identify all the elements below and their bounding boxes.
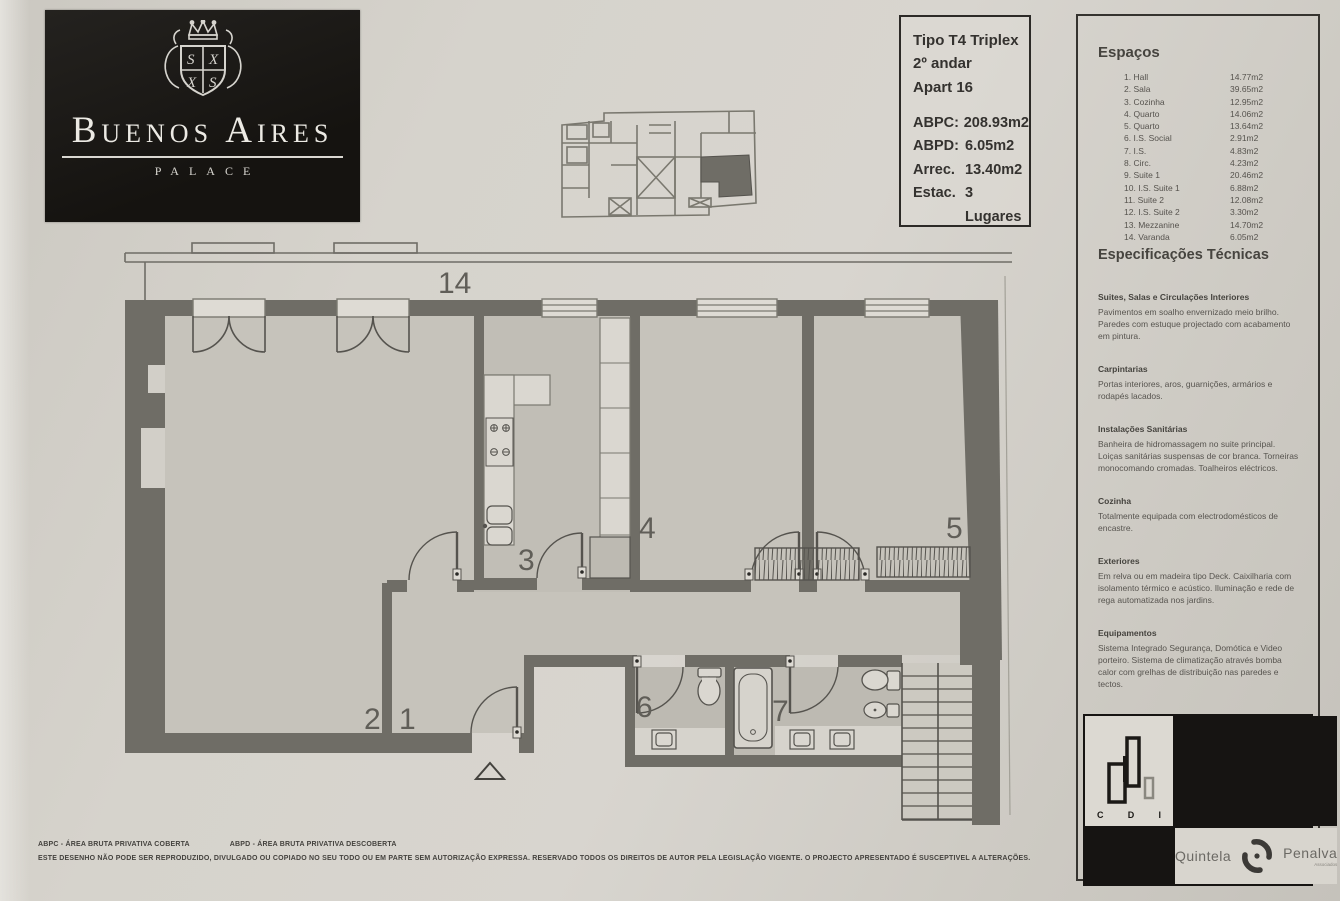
label-is7: 7	[772, 695, 789, 728]
space-name: 10. I.S. Suite 1	[1124, 182, 1180, 193]
bathtub-icon	[734, 668, 772, 748]
spec-section-body: Pavimentos em soalho envernizado meio brilho. Paredes com estuque projectado com acabamento em pintura.	[1098, 307, 1291, 341]
space-area: 12.95m2	[1230, 96, 1264, 107]
disclaimer: ESTE DESENHO NÃO PODE SER REPRODUZIDO, DIVULGADO OU COPIADO NO SEU TODO OU EM PARTE SEM AUTORIZAÇÃO EXPRESSA. RESERVADO TODOS OS DIREITOS DE AUTOR PELA LEGISLAÇÃO VIGENTE. O PROJECTO APRESENTADO É SUSCEPTIVEL A ALTERAÇÕES.	[38, 855, 1031, 862]
space-row	[1124, 231, 1276, 243]
unit-metric-row	[913, 159, 1029, 182]
black-panel-bottom	[1085, 828, 1173, 884]
space-row	[1124, 120, 1276, 132]
footnote	[38, 841, 1030, 862]
space-row	[1124, 83, 1276, 95]
spec-section-body: Sistema Integrado Segurança, Domótica e Video porteiro. Sistema de climatização através bomba calor com grelhas de distribuição nas paredes e tectos.	[1098, 643, 1283, 689]
facade-line	[1005, 276, 1010, 815]
metric-value: 13.40m2	[965, 161, 1023, 178]
metric-label: ABPC:	[913, 114, 959, 131]
spec-sections	[1098, 292, 1300, 712]
legend-abpd: ABPD - ÁREA BRUTA PRIVATIVA DESCOBERTA	[229, 841, 397, 848]
unit-metrics	[913, 112, 1029, 229]
spaces-title: Espaços	[1098, 44, 1160, 61]
spec-section	[1098, 364, 1300, 402]
spec-section-body: Totalmente equipada com electrodomésticos de encastre.	[1098, 511, 1279, 533]
space-area: 13.64m2	[1230, 121, 1264, 132]
spec-section-heading: Suites, Salas e Circulações Interiores	[1098, 292, 1250, 302]
spec-section	[1098, 628, 1300, 690]
spec-section	[1098, 496, 1300, 534]
space-area: 6.88m2	[1230, 182, 1259, 193]
agency-name-right: Penalva	[1283, 845, 1338, 861]
space-area: 20.46m2	[1230, 170, 1264, 181]
label-cozinha: 3	[518, 544, 535, 577]
space-row	[1124, 206, 1276, 218]
spec-section-heading: Carpintarias	[1098, 364, 1148, 374]
spec-section-heading: Cozinha	[1098, 496, 1132, 506]
space-row	[1124, 169, 1276, 181]
cdi-letter-d: D	[1127, 810, 1135, 820]
spaces-list	[1124, 71, 1276, 243]
crest-icon	[128, 20, 278, 112]
label-hall: 1	[399, 703, 416, 736]
cdi-letters	[1097, 810, 1161, 820]
label-is-social: 6	[636, 691, 653, 724]
space-name: 9. Suite 1	[1124, 170, 1160, 181]
specs-title: Especificações Técnicas	[1098, 247, 1269, 263]
agency-swirl-icon	[1238, 836, 1276, 876]
label-quarto5: 5	[946, 512, 963, 545]
unit-floor: 2º andar	[913, 55, 972, 73]
space-area: 2.91m2	[1230, 133, 1259, 144]
space-name: 3. Cozinha	[1124, 96, 1165, 107]
legend-abpc: ABPC - ÁREA BRUTA PRIVATIVA COBERTA	[38, 841, 190, 848]
label-sala: 2	[364, 703, 381, 736]
cdi-logo	[1085, 716, 1173, 826]
cdi-letter-c: C	[1097, 810, 1104, 820]
photo-edge-highlight	[0, 0, 30, 901]
spec-section	[1098, 556, 1300, 606]
space-area: 14.06m2	[1230, 108, 1264, 119]
unit-metric-row	[913, 135, 1029, 158]
space-row	[1124, 132, 1276, 144]
space-row	[1124, 194, 1276, 206]
svg-text:X: X	[186, 75, 196, 91]
key-plan	[549, 103, 764, 225]
space-name: 13. Mezzanine	[1124, 219, 1180, 230]
space-row	[1124, 96, 1276, 108]
agency-name-left: Quintela	[1175, 848, 1232, 864]
agency-tagline: Associados	[1314, 862, 1338, 867]
logo-grid	[1083, 714, 1338, 886]
toilet-icon	[698, 668, 721, 705]
metric-value: 6.05m2	[965, 138, 1015, 155]
black-panel-top	[1175, 716, 1337, 826]
space-name: 4. Quarto	[1124, 108, 1160, 119]
metric-value: 3 Lugares	[965, 185, 1022, 225]
space-row	[1124, 71, 1276, 83]
stove	[486, 418, 513, 466]
space-area: 4.83m2	[1230, 145, 1259, 156]
unit-metric-row	[913, 182, 1029, 229]
floor-plan	[112, 240, 1012, 840]
space-area: 14.70m2	[1230, 219, 1264, 230]
spec-section-heading: Equipamentos	[1098, 628, 1157, 638]
unit-type: Tipo T4 Triplex	[913, 32, 1019, 49]
kitchen-island	[590, 537, 630, 578]
balcony	[125, 243, 1012, 300]
space-row	[1124, 219, 1276, 231]
svg-text:X: X	[208, 52, 218, 68]
unit-info-box	[899, 15, 1031, 227]
cdi-glyph-icon	[1097, 734, 1161, 806]
space-name: 2. Sala	[1124, 84, 1151, 95]
space-name: 12. I.S. Suite 2	[1124, 207, 1180, 218]
toilet-icon	[862, 670, 900, 690]
space-area: 12.08m2	[1230, 194, 1264, 205]
svg-text:S: S	[208, 75, 216, 91]
space-area: 39.65m2	[1230, 84, 1264, 95]
label-varanda: 14	[438, 267, 472, 300]
space-name: 7. I.S.	[1124, 145, 1147, 156]
bidet-icon	[864, 702, 899, 718]
space-area: 14.77m2	[1230, 72, 1264, 82]
brand-subtitle: PALACE	[154, 164, 261, 178]
metric-label: Estac.	[913, 185, 956, 202]
space-name: 1. Hall	[1124, 72, 1149, 82]
space-name: 8. Circ.	[1124, 158, 1151, 169]
space-name: 6. I.S. Social	[1124, 133, 1172, 144]
space-area: 3.30m2	[1230, 207, 1259, 218]
metric-label: ABPD:	[913, 138, 959, 155]
quintela-penalva-logo	[1175, 828, 1337, 884]
buenos-aires-logo	[45, 10, 360, 222]
metric-label: Arrec.	[913, 161, 955, 178]
space-row	[1124, 157, 1276, 169]
unit-metric-row	[913, 112, 1029, 135]
space-name: 11. Suite 2	[1124, 194, 1165, 205]
space-area: 6.05m2	[1230, 231, 1259, 242]
space-name: 14. Varanda	[1124, 231, 1170, 242]
space-row	[1124, 182, 1276, 194]
spec-section-body: Portas interiores, aros, guarnições, armários e rodapés lacados.	[1098, 379, 1273, 401]
cdi-letter-i: I	[1158, 810, 1161, 820]
space-area: 4.23m2	[1230, 158, 1259, 169]
spec-section-body: Banheira de hidromassagem no suite principal. Loiças sanitárias suspensas de cor branca. Torneiras monocomando cromadas. Toalheiros eléctricos.	[1098, 439, 1299, 473]
label-quarto4: 4	[639, 512, 656, 545]
space-row	[1124, 145, 1276, 157]
highlighted-unit	[701, 155, 752, 197]
spec-section-body: Em relva ou em madeira tipo Deck. Caixilharia com isolamento térmico e acústico. Iluminação e rede de rega automatizada nos jardins.	[1098, 571, 1295, 605]
svg-text:S: S	[186, 52, 194, 68]
unit-apartment: Apart 16	[913, 78, 974, 96]
brand-name: Buenos Aires	[62, 112, 344, 158]
space-row	[1124, 108, 1276, 120]
spec-section-heading: Exteriores	[1098, 556, 1140, 566]
spec-section-heading: Instalações Sanitárias	[1098, 424, 1188, 434]
spec-sidebar	[1076, 14, 1338, 881]
entrance-arrow	[476, 763, 504, 779]
spec-section	[1098, 424, 1300, 474]
space-name: 5. Quarto	[1124, 121, 1160, 132]
metric-value: 208.93m2	[963, 114, 1029, 131]
spec-section	[1098, 292, 1300, 342]
